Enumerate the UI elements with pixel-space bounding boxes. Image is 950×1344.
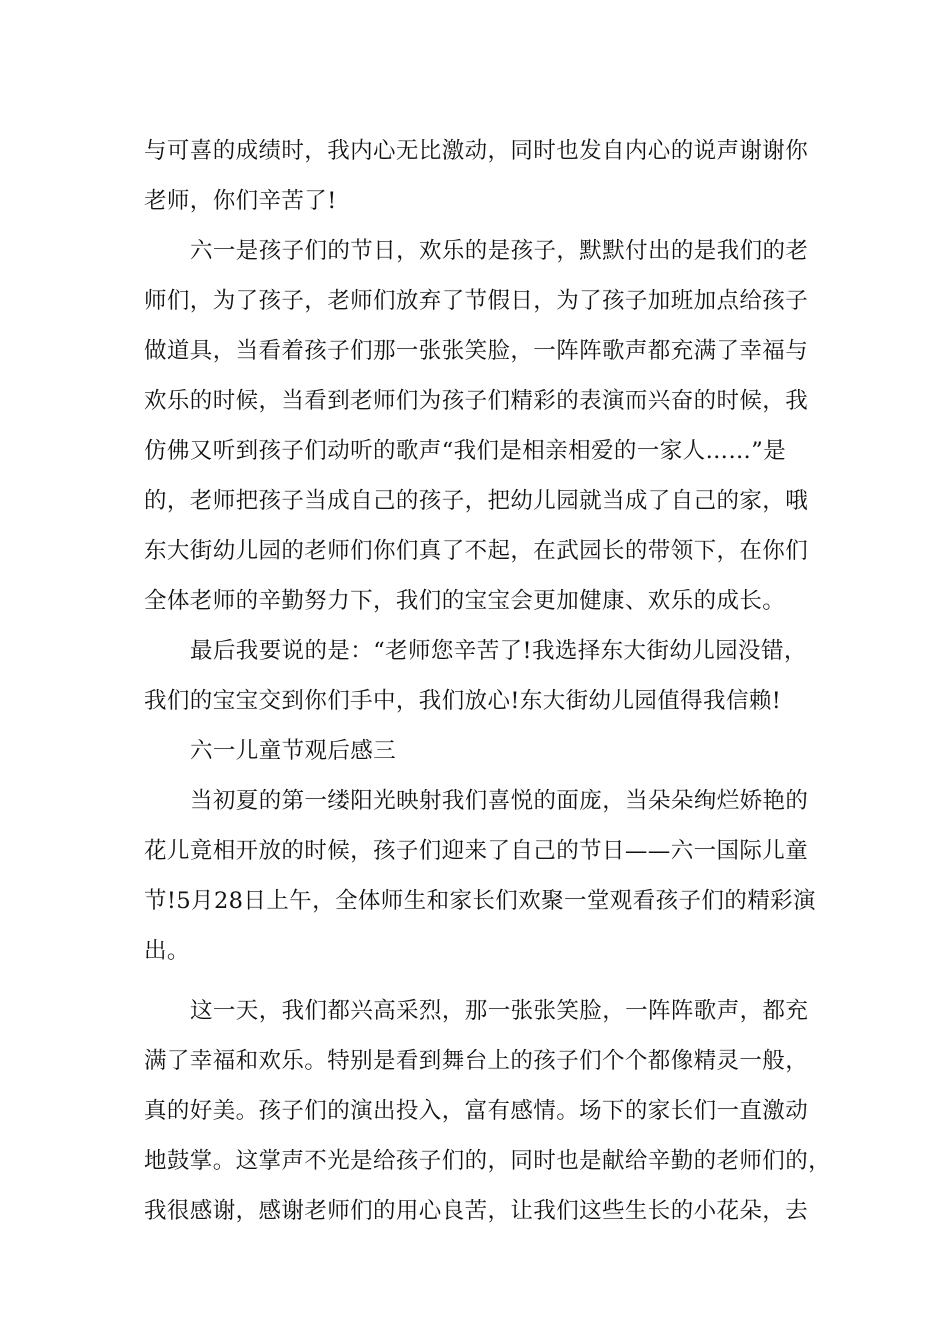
text-line: 真的好美。孩子们的演出投入，富有感情。场下的家长们一直激动 bbox=[144, 1098, 809, 1124]
text-line: 地鼓掌。这掌声不光是给孩子们的，同时也是献给辛勤的老师们的， bbox=[144, 1148, 832, 1174]
text-line: 欢乐的时候，当看到老师们为孩子们精彩的表演而兴奋的时候，我 bbox=[144, 388, 809, 414]
text-line: 满了幸福和欢乐。特别是看到舞台上的孩子们个个都像精灵一般， bbox=[144, 1048, 809, 1074]
text-line: 东大街幼儿园的老师们你们真了不起，在武园长的带领下，在你们 bbox=[144, 538, 809, 564]
text-line: 我们的宝宝交到你们手中，我们放心!东大街幼儿园值得我信赖! bbox=[144, 688, 782, 714]
text-line: 与可喜的成绩时，我内心无比激动，同时也发自内心的说声谢谢你 bbox=[144, 138, 809, 164]
text-line: 老师，你们辛苦了! bbox=[144, 188, 337, 214]
section-heading: 六一儿童节观后感三 bbox=[190, 738, 397, 764]
text-line: 师们，为了孩子，老师们放弃了节假日，为了孩子加班加点给孩子 bbox=[144, 288, 809, 314]
text-line: 花儿竟相开放的时候，孩子们迎来了自己的节日——六一国际儿童 bbox=[144, 838, 809, 864]
text-line: 做道具，当看着孩子们那一张张笑脸，一阵阵歌声都充满了幸福与 bbox=[144, 338, 809, 364]
paragraph-start-line: 最后我要说的是：“老师您辛苦了!我选择东大街幼儿园没错， bbox=[190, 638, 807, 664]
text-line: 仿佛又听到孩子们动听的歌声“我们是相亲相爱的一家人……”是 bbox=[144, 438, 787, 464]
text-line: 全体老师的辛勤努力下，我们的宝宝会更加健康、欢乐的成长。 bbox=[144, 588, 786, 614]
paragraph-start-line: 这一天，我们都兴高采烈，那一张张笑脸，一阵阵歌声，都充 bbox=[190, 998, 809, 1024]
text-line: 出。 bbox=[144, 938, 190, 964]
text-line: 节!5月28日上午，全体师生和家长们欢聚一堂观看孩子们的精彩演 bbox=[144, 888, 816, 914]
text-line: 的，老师把孩子当成自己的孩子，把幼儿园就当成了自己的家，哦 bbox=[144, 488, 809, 514]
paragraph-start-line: 当初夏的第一缕阳光映射我们喜悦的面庞，当朵朵绚烂娇艳的 bbox=[190, 788, 809, 814]
paragraph-start-line: 六一是孩子们的节日，欢乐的是孩子，默默付出的是我们的老 bbox=[190, 238, 809, 264]
text-line: 我很感谢，感谢老师们的用心良苦，让我们这些生长的小花朵，去 bbox=[144, 1198, 809, 1224]
